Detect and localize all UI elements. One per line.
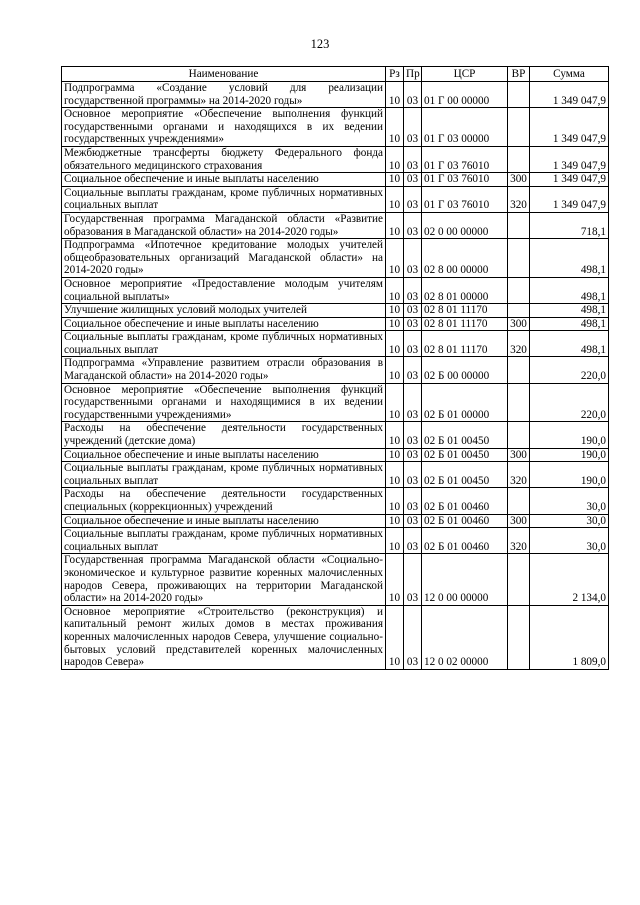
row-pr: 03: [404, 173, 422, 187]
row-rz: 10: [386, 488, 404, 514]
row-csr: 02 Б 01 00460: [422, 488, 508, 514]
table-row: [62, 108, 609, 147]
row-sum: 190,0: [530, 448, 609, 462]
row-vr: 320: [508, 528, 530, 554]
row-sum: 1 809,0: [530, 605, 609, 669]
table-row: [62, 514, 609, 528]
row-rz: 10: [386, 173, 404, 187]
table-body: [62, 82, 609, 670]
row-csr: 01 Г 03 00000: [422, 108, 508, 147]
row-pr: 03: [404, 514, 422, 528]
row-csr: 02 Б 01 00450: [422, 422, 508, 448]
row-rz: 10: [386, 528, 404, 554]
row-sum: 190,0: [530, 422, 609, 448]
row-name: Расходы на обеспечение деятельности государственных специальных (коррекционных) учреждений: [62, 488, 386, 514]
row-pr: 03: [404, 146, 422, 172]
row-csr: 02 Б 01 00000: [422, 383, 508, 422]
row-pr: 03: [404, 488, 422, 514]
row-csr: 02 Б 01 00460: [422, 514, 508, 528]
row-pr: 03: [404, 528, 422, 554]
row-rz: 10: [386, 82, 404, 108]
row-pr: 03: [404, 239, 422, 278]
row-vr: 320: [508, 186, 530, 212]
row-sum: 498,1: [530, 304, 609, 318]
row-name: Социальное обеспечение и иные выплаты населению: [62, 317, 386, 331]
row-sum: 498,1: [530, 331, 609, 357]
row-csr: 02 Б 01 00450: [422, 448, 508, 462]
row-sum: 1 349 047,9: [530, 82, 609, 108]
row-pr: 03: [404, 331, 422, 357]
row-vr: [508, 239, 530, 278]
row-csr: 02 8 00 00000: [422, 239, 508, 278]
row-rz: 10: [386, 462, 404, 488]
header-vr: ВР: [508, 67, 530, 82]
row-vr: 320: [508, 462, 530, 488]
row-rz: 10: [386, 186, 404, 212]
row-csr: 02 8 01 00000: [422, 277, 508, 303]
row-rz: 10: [386, 422, 404, 448]
row-csr: 01 Г 00 00000: [422, 82, 508, 108]
table-row: [62, 277, 609, 303]
table-row: [62, 422, 609, 448]
page-number: 123: [310, 37, 330, 51]
table-row: [62, 331, 609, 357]
table-row: [62, 82, 609, 108]
row-rz: 10: [386, 554, 404, 605]
row-csr: 12 0 00 00000: [422, 554, 508, 605]
row-vr: [508, 82, 530, 108]
row-vr: [508, 422, 530, 448]
row-name: Улучшение жилищных условий молодых учителей: [62, 304, 386, 318]
row-rz: 10: [386, 108, 404, 147]
row-csr: 01 Г 03 76010: [422, 186, 508, 212]
row-rz: 10: [386, 448, 404, 462]
row-csr: 02 8 01 11170: [422, 331, 508, 357]
row-pr: 03: [404, 357, 422, 383]
table-row: [62, 383, 609, 422]
row-name: Социальное обеспечение и иные выплаты населению: [62, 514, 386, 528]
row-csr: 01 Г 03 76010: [422, 173, 508, 187]
row-csr: 02 Б 01 00450: [422, 462, 508, 488]
table-row: [62, 554, 609, 605]
row-vr: [508, 554, 530, 605]
row-rz: 10: [386, 304, 404, 318]
row-name: Социальные выплаты гражданам, кроме публичных нормативных социальных выплат: [62, 186, 386, 212]
row-rz: 10: [386, 239, 404, 278]
row-pr: 03: [404, 422, 422, 448]
row-name: Основное мероприятие «Обеспечение выполнения функций государственными органами и находящихся в их ведении государственных учреждениями»: [62, 108, 386, 147]
row-vr: [508, 357, 530, 383]
row-csr: 02 8 01 11170: [422, 304, 508, 318]
row-name: Государственная программа Магаданской области «Развитие образования в Магаданской области» на 2014-2020 годы»: [62, 212, 386, 238]
row-name: Государственная программа Магаданской области «Социально-экономическое и культурное развитие коренных малочисленных народов Севера, проживающих на территории Магаданской области» на 2014-2020 годы»: [62, 554, 386, 605]
row-name: Социальные выплаты гражданам, кроме публичных нормативных социальных выплат: [62, 331, 386, 357]
row-pr: 03: [404, 277, 422, 303]
row-rz: 10: [386, 212, 404, 238]
table-row: [62, 488, 609, 514]
row-pr: 03: [404, 212, 422, 238]
row-vr: 300: [508, 514, 530, 528]
header-name: Наименование: [62, 67, 386, 82]
row-csr: 01 Г 03 76010: [422, 146, 508, 172]
row-name: Основное мероприятие «Строительство (реконструкция) и капитальный ремонт жилых домов в местах проживания коренных малочисленных народов Севера, улучшение социально-бытовых условий представителей коренных малочисленных народов Севера»: [62, 605, 386, 669]
row-rz: 10: [386, 146, 404, 172]
row-name: Социальные выплаты гражданам, кроме публичных нормативных социальных выплат: [62, 462, 386, 488]
budget-table: [61, 66, 609, 670]
row-rz: 10: [386, 277, 404, 303]
row-sum: 30,0: [530, 514, 609, 528]
row-pr: 03: [404, 108, 422, 147]
row-vr: 300: [508, 448, 530, 462]
row-pr: 03: [404, 383, 422, 422]
row-vr: [508, 488, 530, 514]
row-csr: 02 0 00 00000: [422, 212, 508, 238]
table-row: [62, 173, 609, 187]
row-vr: 300: [508, 173, 530, 187]
table-header-row: [62, 67, 609, 82]
row-sum: 190,0: [530, 462, 609, 488]
row-vr: [508, 212, 530, 238]
row-vr: [508, 383, 530, 422]
row-name: Подпрограмма «Ипотечное кредитование молодых учителей общеобразовательных организаций Магаданской области» на 2014-2020 годы»: [62, 239, 386, 278]
row-csr: 02 8 01 11170: [422, 317, 508, 331]
table-row: [62, 528, 609, 554]
row-name: Основное мероприятие «Обеспечение выполнения функций государственными органами и находящимися в их ведении государственными учреждениями»: [62, 383, 386, 422]
row-pr: 03: [404, 554, 422, 605]
row-csr: 02 Б 00 00000: [422, 357, 508, 383]
table-row: [62, 357, 609, 383]
row-sum: 1 349 047,9: [530, 173, 609, 187]
row-sum: 30,0: [530, 488, 609, 514]
row-name: Межбюджетные трансферты бюджету Федерального фонда обязательного медицинского страхования: [62, 146, 386, 172]
row-vr: [508, 146, 530, 172]
row-vr: 320: [508, 331, 530, 357]
row-vr: [508, 108, 530, 147]
row-vr: 300: [508, 317, 530, 331]
row-rz: 10: [386, 357, 404, 383]
row-name: Социальное обеспечение и иные выплаты населению: [62, 448, 386, 462]
table-row: [62, 239, 609, 278]
table-row: [62, 146, 609, 172]
row-name: Расходы на обеспечение деятельности государственных учреждений (детские дома): [62, 422, 386, 448]
row-sum: 498,1: [530, 277, 609, 303]
row-sum: 2 134,0: [530, 554, 609, 605]
row-sum: 30,0: [530, 528, 609, 554]
row-rz: 10: [386, 514, 404, 528]
row-pr: 03: [404, 304, 422, 318]
row-pr: 03: [404, 462, 422, 488]
row-sum: 718,1: [530, 212, 609, 238]
table-row: [62, 212, 609, 238]
row-csr: 02 Б 01 00460: [422, 528, 508, 554]
row-pr: 03: [404, 317, 422, 331]
row-name: Социальное обеспечение и иные выплаты населению: [62, 173, 386, 187]
row-vr: [508, 277, 530, 303]
table-row: [62, 304, 609, 318]
row-rz: 10: [386, 383, 404, 422]
table-row: [62, 317, 609, 331]
row-pr: 03: [404, 186, 422, 212]
row-name: Социальные выплаты гражданам, кроме публичных нормативных социальных выплат: [62, 528, 386, 554]
row-name: Основное мероприятие «Предоставление молодым учителям социальной выплаты»: [62, 277, 386, 303]
header-rz: Рз: [386, 67, 404, 82]
row-rz: 10: [386, 331, 404, 357]
table-row: [62, 605, 609, 669]
row-vr: [508, 304, 530, 318]
row-sum: 498,1: [530, 239, 609, 278]
row-sum: 498,1: [530, 317, 609, 331]
row-rz: 10: [386, 317, 404, 331]
row-pr: 03: [404, 82, 422, 108]
row-csr: 12 0 02 00000: [422, 605, 508, 669]
row-vr: [508, 605, 530, 669]
table-row: [62, 448, 609, 462]
row-sum: 220,0: [530, 357, 609, 383]
header-sum: Сумма: [530, 67, 609, 82]
table-row: [62, 462, 609, 488]
header-pr: Пр: [404, 67, 422, 82]
row-rz: 10: [386, 605, 404, 669]
row-name: Подпрограмма «Управление развитием отрасли образования в Магаданской области» на 2014-2020 годы»: [62, 357, 386, 383]
row-pr: 03: [404, 605, 422, 669]
header-csr: ЦСР: [422, 67, 508, 82]
row-sum: 220,0: [530, 383, 609, 422]
row-sum: 1 349 047,9: [530, 146, 609, 172]
table-row: [62, 186, 609, 212]
row-sum: 1 349 047,9: [530, 108, 609, 147]
row-name: Подпрограмма «Создание условий для реализации государственной программы» на 2014-2020 годы»: [62, 82, 386, 108]
row-sum: 1 349 047,9: [530, 186, 609, 212]
row-pr: 03: [404, 448, 422, 462]
